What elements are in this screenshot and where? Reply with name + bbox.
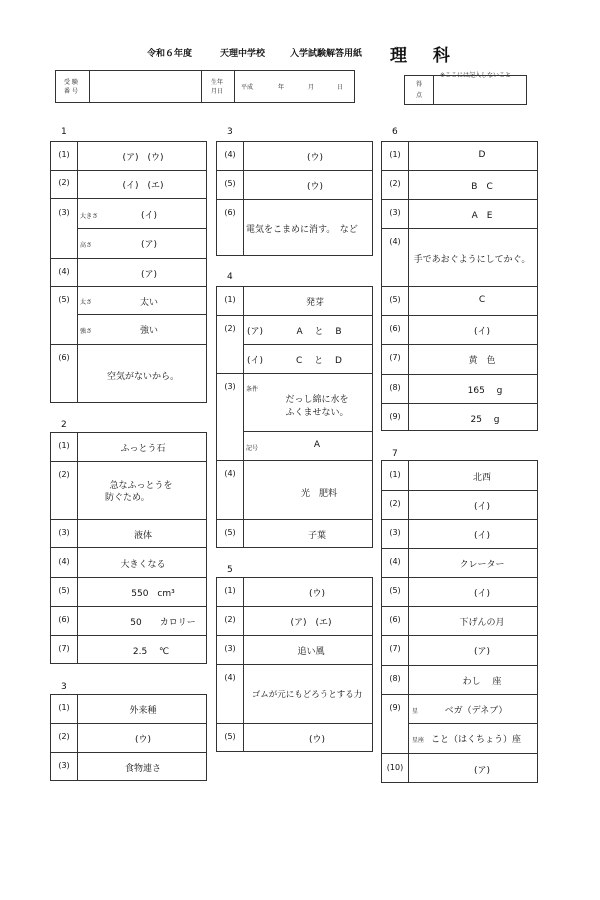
q7-9-number: (9) [389,703,401,712]
month-unit: 月 [308,84,315,91]
q1-6-number: (6) [58,353,70,362]
q1-5-answer-a: 太い [139,298,159,308]
score-label-1: 得 [416,81,423,88]
q2-3-answer: 液体 [133,531,153,541]
q6-5-number: (5) [389,295,401,304]
q3-4-answer: (ウ) [306,153,324,163]
score-note: ※ここには記入しないこと [440,72,512,79]
q1-4-answer: (ア) [140,270,158,280]
q7-5-number: (5) [389,586,401,595]
q4-3-sub-a: 条件 [246,386,259,393]
q2-6-number: (6) [58,615,70,624]
q5-5-number: (5) [224,732,236,741]
q6-6-number: (6) [389,324,401,333]
section-4-label: 4 [227,272,233,282]
q2-2-answer-line1: 急なふっとうを [109,481,173,491]
q6-8-number: (8) [389,383,401,392]
q1-5-number: (5) [58,295,70,304]
q6-4-number: (4) [389,237,401,246]
q4-2-answer-b: C と D [296,356,342,366]
q7-2-number: (2) [389,499,401,508]
section-1-label: 1 [61,127,67,137]
section-6-table [381,141,538,431]
school-name: 天理中学校 [220,49,266,59]
q7-5-answer: (イ) [473,589,491,599]
exam-no-label-1: 受 験 [64,79,78,86]
q3-3-number: (3) [58,761,70,770]
q3-6-number: (6) [224,208,236,217]
q4-2-sub-b: (イ) [247,356,264,366]
section-5-label: 5 [227,565,233,575]
q7-2-answer: (イ) [473,502,491,512]
q7-8-number: (8) [389,674,401,683]
q2-6-answer: 50 カロリー [130,618,196,628]
exam-no-label-2: 番 号 [64,88,78,95]
exam-year: 令和６年度 [147,49,193,59]
q2-2-number: (2) [58,470,70,479]
exam-info-box [55,70,355,103]
q6-3-number: (3) [389,208,401,217]
q4-3-answer-a-line2: ふくませない。 [285,408,349,418]
section-2-label: 2 [61,420,67,430]
q7-3-number: (3) [389,528,401,537]
section-3-label: 3 [61,682,67,692]
q5-2-answer: (ア) (エ) [290,618,332,628]
q6-6-answer: (イ) [473,327,491,337]
q7-6-answer: 下げんの月 [459,618,505,628]
q3-1-number: (1) [58,703,70,712]
q2-1-number: (1) [58,441,70,450]
q3-1-answer: 外来種 [129,706,157,716]
section-3-table [50,694,207,781]
section-1-table [50,141,207,403]
q1-2-number: (2) [58,178,70,187]
q4-4-number: (4) [224,469,236,478]
birth-label-2: 月日 [211,88,224,95]
q6-9-answer: 25 g [470,415,500,425]
q4-5-answer: 子葉 [307,531,327,541]
q1-4-number: (4) [58,267,70,276]
q4-1-number: (1) [224,295,236,304]
q5-3-number: (3) [224,644,236,653]
q5-4-answer: ゴムが元にもどろうとする力 [251,690,363,700]
q7-1-number: (1) [389,470,401,479]
q3-5-answer: (ウ) [306,182,324,192]
q4-5-number: (5) [224,528,236,537]
birth-label-1: 生年 [211,79,224,86]
q2-7-answer: 2.5 ℃ [132,647,170,657]
q1-5-answer-b: 強い [139,326,159,336]
q6-5-answer: C [478,295,486,305]
q3-5-number: (5) [224,179,236,188]
q7-9-answer-a: ベガ（デネブ） [444,706,508,716]
section-7-table [381,460,538,783]
q6-1-number: (1) [389,150,401,159]
score-label-2: 点 [416,92,423,99]
q1-1-number: (1) [58,150,70,159]
q7-9-answer-b: こと（はくちょう）座 [430,735,522,745]
section-3-cont-table [216,141,373,256]
q6-2-answer: B C [471,182,493,192]
q4-3-answer-b: A [313,440,321,450]
q1-3-number: (3) [58,208,70,217]
q4-3-answer-a-line1: だっし綿に水を [285,395,349,405]
q1-3-sub-a: 大きさ [80,213,99,220]
q3-6-answer: 電気をこまめに消す。 など [246,225,358,235]
section-5-table [216,577,373,752]
q7-3-answer: (イ) [473,531,491,541]
q2-4-number: (4) [58,557,70,566]
q2-2-answer-line2: 防ぐため。 [105,493,150,503]
q5-4-number: (4) [224,673,236,682]
q2-5-answer: 550 cm³ [131,589,175,599]
q2-4-answer: 大きくなる [120,560,166,570]
q1-5-sub-b: 強さ [80,328,93,335]
q6-3-answer: A E [471,211,493,221]
q5-1-number: (1) [224,586,236,595]
section-2-table [50,432,207,664]
q5-3-answer: 追い風 [297,647,325,657]
section-7-label: 7 [392,449,398,459]
q1-6-answer: 空気がないから。 [106,372,180,382]
q7-8-answer: わし 座 [462,677,502,687]
q4-3-number: (3) [224,382,236,391]
q1-5-sub-a: 太さ [80,299,93,306]
q3-3-answer: 食物連さ [124,764,162,774]
year-unit: 年 [278,84,285,91]
q4-4-answer: 光 肥料 [300,489,338,499]
q1-1-answer: (ア) (ウ) [122,153,164,163]
q1-2-answer: (イ) (エ) [122,181,164,191]
q1-3-answer-a: (イ) [140,211,158,221]
exam-number-field[interactable] [90,71,200,102]
day-unit: 日 [337,84,344,91]
q6-7-number: (7) [389,353,401,362]
score-box [404,75,527,105]
q7-1-answer: 北西 [472,473,492,483]
q2-3-number: (3) [58,528,70,537]
q5-2-number: (2) [224,615,236,624]
q4-2-sub-a: (ア) [247,327,264,337]
q1-3-answer-b: (ア) [140,240,158,250]
q7-6-number: (6) [389,615,401,624]
q2-5-number: (5) [58,586,70,595]
subject-title: 理 科 [390,46,460,66]
section-6-label: 6 [392,127,398,137]
q6-1-answer: D [478,150,486,160]
document-title: 入学試験解答用紙 [290,49,363,59]
q4-2-answer-a: A と B [296,327,342,337]
q3-4-number: (4) [224,150,236,159]
q5-5-answer: (ウ) [308,735,326,745]
section-4-table [216,286,373,548]
q7-7-answer: (ア) [473,647,491,657]
q7-9-sub-a: 星 [412,708,419,715]
era-label: 平成 [241,84,254,91]
q4-2-number: (2) [224,324,236,333]
q7-4-number: (4) [389,557,401,566]
q2-7-number: (7) [58,644,70,653]
q4-3-sub-b: 記号 [246,445,259,452]
q6-2-number: (2) [389,179,401,188]
section-3-cont-label: 3 [227,127,233,137]
q7-7-number: (7) [389,644,401,653]
q6-8-answer: 165 g [467,386,503,396]
q3-2-answer: (ウ) [134,735,152,745]
q3-2-number: (2) [58,732,70,741]
q7-10-number: (10) [386,763,404,772]
q7-10-answer: (ア) [473,766,491,776]
q7-9-sub-b: 星座 [412,737,425,744]
q6-4-answer: 手であおぐようにしてかぐ。 [413,255,531,265]
q6-9-number: (9) [389,412,401,421]
q4-1-answer: 発芽 [305,298,325,308]
q2-1-answer: ふっとう石 [120,444,166,454]
q5-1-answer: (ウ) [308,589,326,599]
q1-3-sub-b: 高さ [80,242,93,249]
q7-4-answer: クレーター [459,560,505,570]
q6-7-answer: 黄 色 [468,356,496,366]
